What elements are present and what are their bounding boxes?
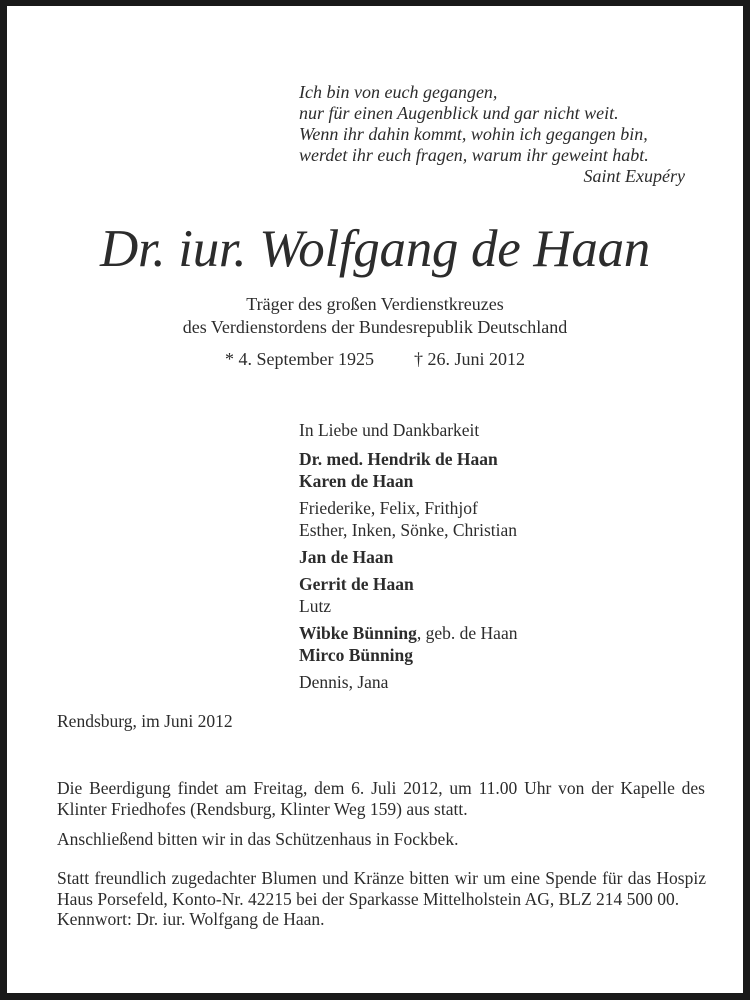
mourner-group-dennis-jana [299,671,691,693]
mourner-name-mirco: Mirco Bünning [299,645,413,665]
mourner-group-wibke-mirco [299,622,691,666]
mourner-group-hendrik-karen [299,448,691,492]
mourner-names-dennis-jana: Dennis, Jana [299,672,389,692]
mourner-group-jan [299,546,691,568]
life-dates [7,348,743,370]
death-date: † 26. Juni 2012 [413,349,525,369]
donation-keyword: Kennwort: Dr. iur. Wolfgang de Haan. [57,909,325,929]
honors-block [7,293,743,338]
mourner-line-wibke [299,622,691,644]
memorial-quote [299,82,685,187]
mourner-name-wibke: Wibke Bünning [299,623,417,643]
mourner-group-grandchildren [299,497,691,541]
mourner-name-hendrik: Dr. med. Hendrik de Haan [299,449,498,469]
deceased-name: Dr. iur. Wolfgang de Haan [99,220,651,278]
mourner-name-gerrit: Gerrit de Haan [299,574,414,594]
mourner-names-children-2: Esther, Inken, Sönke, Christian [299,520,518,540]
quote-line-3: Wenn ihr dahin kommt, wohin ich gegangen bin, [299,124,648,144]
mourner-name-wibke-suffix: , geb. de Haan [416,623,518,643]
quote-line-2: nur für einen Augenblick und gar nicht weit. [299,103,619,123]
quote-line-1: Ich bin von euch gegangen, [299,82,498,102]
birth-date: * 4. September 1925 [225,349,374,369]
honors-line-1: Träger des großen Verdienstkreuzes [246,294,504,314]
mourners-list [299,419,691,698]
dateline: Rendsburg, im Juni 2012 [57,711,233,731]
mourner-group-gerrit-lutz [299,573,691,617]
mourner-name-karen: Karen de Haan [299,471,414,491]
mourner-name-lutz: Lutz [299,596,332,616]
funeral-announcement: Die Beerdigung findet am Freitag, dem 6. Juli 2012, um 11.00 Uhr von der Kapelle des Klinter Friedhofes (Rendsburg, Klinter Weg 159) aus statt. [57,778,705,819]
honors-line-2: des Verdienstordens der Bundesrepublik Deutschland [182,316,568,337]
quote-line-4: werdet ihr euch fragen, warum ihr geweint habt. [299,145,649,165]
reception-note: Anschließend bitten wir in das Schützenhaus in Fockbek. [57,829,459,849]
mourner-name-jan: Jan de Haan [299,547,394,567]
mourners-intro: In Liebe und Dankbarkeit [299,420,480,440]
donation-request: Statt freundlich zugedachter Blumen und Kränze bitten wir um eine Spende für das Hospiz Haus Porsefeld, Konto-Nr. 42215 bei der Sparkasse Mittelholstein AG, BLZ 214 500 00. [57,868,706,909]
quote-attribution: Saint Exupéry [583,166,685,186]
donation-block [57,868,706,930]
mourner-names-children-1: Friederike, Felix, Frithjof [299,498,478,518]
